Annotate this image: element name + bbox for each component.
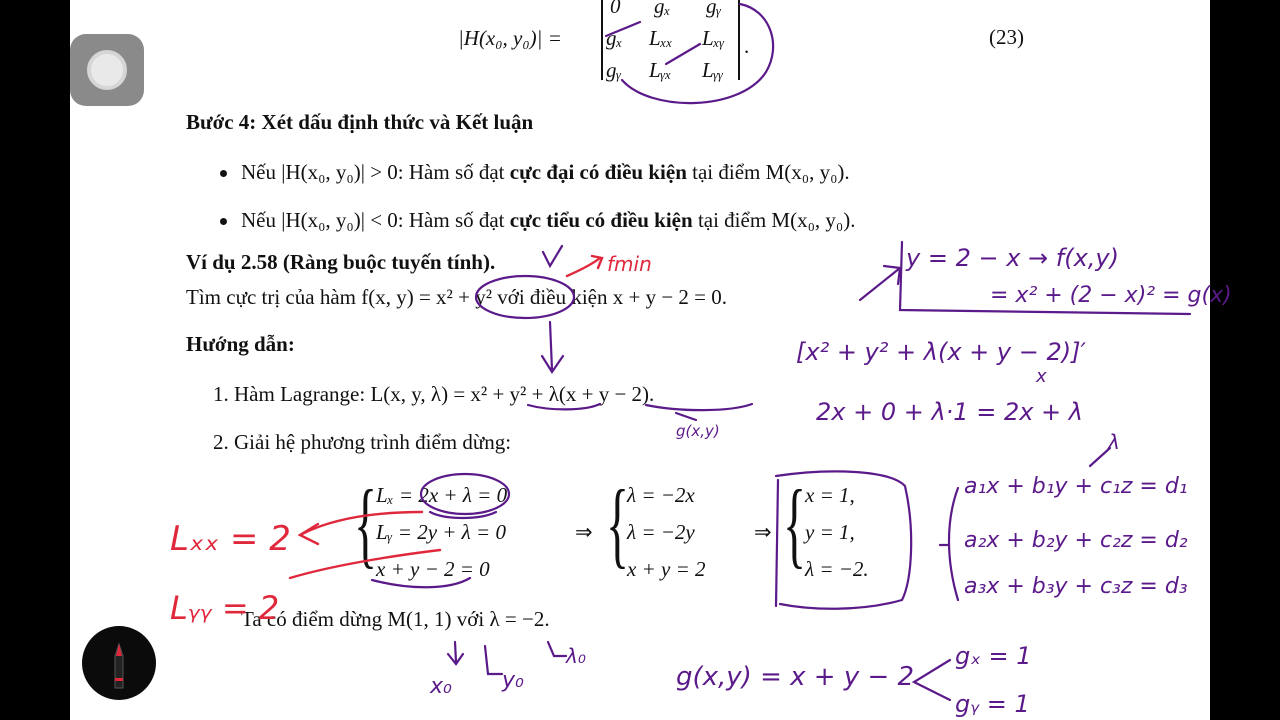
ink-deriv-2: 2x + 0 + λ·1 = 2x + λ [816, 398, 1083, 426]
matrix-dot: . [744, 34, 750, 58]
ink-deriv-1: [x² + y² + λ(x + y − 2)]′ [796, 338, 1086, 366]
system1-row: Lᵧ = 2y + λ = 0 [376, 520, 506, 544]
system2-row: λ = −2x [627, 483, 695, 507]
equation-number: (23) [989, 25, 1024, 49]
matrix-cell: Lₓᵧ [702, 26, 725, 50]
matrix-cell: 0 [610, 0, 621, 18]
ink-fmin: fmin [607, 252, 652, 276]
ink-lambda-mark: λ [1108, 430, 1120, 454]
bullet-1-bold: cực đại có điều kiện [509, 160, 687, 184]
ink-lambda0: λ₀ [566, 644, 586, 668]
bullet-dot [220, 170, 227, 177]
ink-subst-2: = x² + (2 − x)² = g(x) [990, 283, 1232, 308]
bullet-2-post: tại điểm M(x₀, y₀). [692, 208, 856, 232]
ink-subst-1: y = 2 − x → f(x,y) [906, 244, 1119, 272]
bullet-1-post: tại điểm M(x₀, y₀). [686, 160, 850, 184]
implies-arrow: ⇒ [754, 520, 772, 544]
matrix-cell: gᵧ [606, 58, 622, 82]
matrix-cell: Lᵧₓ [649, 58, 672, 82]
record-button[interactable] [70, 34, 144, 106]
ink-lin-2: a₂x + b₂y + c₂z = d₂ [964, 528, 1188, 553]
system3-row: λ = −2. [805, 557, 869, 581]
ink-x0: x₀ [430, 674, 452, 699]
matrix-cell: gₓ [654, 0, 671, 18]
ink-deriv-sub: x [1036, 366, 1047, 387]
conclusion: Ta có điểm dừng M(1, 1) với λ = −2. [241, 607, 550, 631]
brace-2: { [606, 470, 630, 577]
system2-row: x + y = 2 [627, 557, 706, 581]
system1-row: x + y − 2 = 0 [376, 557, 490, 581]
bullet-1-pre: Nếu |H(x₀, y₀)| > 0: Hàm số đạt [241, 160, 510, 184]
ink-y0: y₀ [502, 668, 524, 693]
ink-lyy: Lᵧᵧ = 2 [170, 589, 280, 627]
matrix-cell: Lᵧᵧ [702, 58, 724, 82]
bullet-2-pre: Nếu |H(x₀, y₀)| < 0: Hàm số đạt [241, 208, 510, 232]
bullet-1-text [241, 162, 850, 183]
ink-g-label: g(x,y) [676, 422, 720, 440]
brace-3: { [783, 470, 807, 577]
step-lagrange: 1. Hàm Lagrange: L(x, y, λ) = x² + y² + λ(x + y − 2). [213, 382, 655, 406]
ink-g-def: g(x,y) = x + y − 2 [676, 662, 915, 692]
ink-lin-1: a₁x + b₁y + c₁z = d₁ [964, 474, 1188, 499]
step4-title: Bước 4: Xét dấu định thức và Kết luận [186, 110, 534, 134]
ink-lin-3: a₃x + b₃y + c₃z = d₃ [964, 574, 1188, 599]
brace-1: { [354, 470, 378, 577]
bullet-2-text [241, 210, 855, 231]
matrix-right-bar [738, 0, 740, 80]
pen-tool-icon [82, 626, 156, 700]
matrix-cell: Lₓₓ [649, 26, 673, 50]
bullet-2-bold: cực tiểu có điều kiện [509, 208, 693, 232]
record-button-icon [87, 50, 127, 90]
system3-row: y = 1, [805, 520, 855, 544]
pen-tool-button[interactable] [82, 626, 156, 700]
system3-row: x = 1, [805, 483, 855, 507]
matrix-cell: gₓ [606, 26, 623, 50]
bullet-dot [220, 218, 227, 225]
matrix-cell: gᵧ [706, 0, 722, 18]
step-solve: 2. Giải hệ phương trình điểm dừng: [213, 430, 512, 454]
system1-row: Lₓ = 2x + λ = 0 [376, 483, 508, 507]
matrix-left-bar [601, 0, 603, 80]
guide-title: Hướng dẫn: [186, 332, 295, 356]
example-title: Ví dụ 2.58 (Ràng buộc tuyến tính). [186, 250, 496, 274]
determinant-lhs: |H(x₀, y₀)| = [458, 26, 562, 50]
ink-gy: gᵧ = 1 [955, 690, 1030, 718]
system2-row: λ = −2y [627, 520, 695, 544]
ink-lxx: Lₓₓ = 2 [170, 519, 291, 559]
implies-arrow: ⇒ [575, 520, 593, 544]
ink-gx: gₓ = 1 [955, 642, 1032, 670]
example-statement: Tìm cực trị của hàm f(x, y) = x² + y² với điều kiện x + y − 2 = 0. [186, 285, 728, 309]
